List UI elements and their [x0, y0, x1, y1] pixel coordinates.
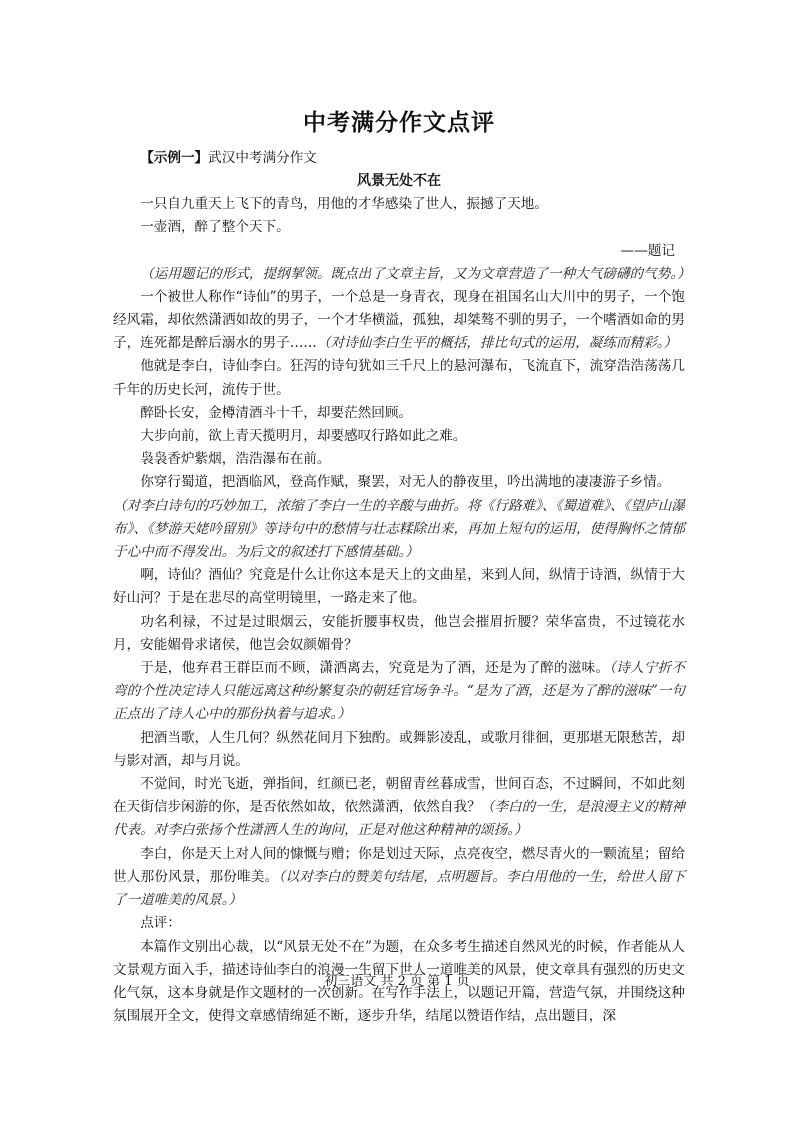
- paragraph: [113, 657, 685, 727]
- paragraph: [113, 773, 685, 843]
- comment: （运用题记的形式，提纲挈领。既点出了文章主旨，又为文章营造了一种大气磅礴的气势。）: [140, 265, 691, 282]
- paragraph: 大步向前，欲上青天揽明月，却要感叹行路如此之难。: [140, 428, 467, 445]
- review-text: 本篇作文别出心裁，以“风景无处不在”为题，在众多考生描述自然风光的时候，作者能从人文景观方面入手，描述诗仙李白的浪漫一生留下世人一道唯美的风景，使文章具有强烈的历史文化气氛，这本身就是作文题材的一次创新。在写作手法上，以题记开篇，营造气氛，并围绕这种氛围展开全文，使得文章感情绵延不断，逐步升华，结尾以赞语作结，点出题目，深: [113, 938, 685, 1025]
- paragraph: 你穿行蜀道，把酒临风，登高作赋，聚罢，对无人的静夜里，吟出满地的凄凄游子乡情。: [140, 474, 671, 491]
- document-title: 中考满分作文点评: [303, 109, 495, 136]
- paragraph: 把酒当歌，人生几何？纵然花间月下独酌。或舞影凌乱，或歌月徘徊，更那堪无限愁苦，却与影对酒，却与月说。: [113, 729, 685, 769]
- paragraph: 袅袅香炉紫烟，浩浩瀑布在前。: [140, 451, 331, 468]
- paragraph: 一只自九重天上飞下的青鸟，用他的才华感染了世人，振撼了天地。: [140, 196, 548, 213]
- paragraph-text: 李白，你是天上对人间的慷慨与赠；你是划过天际，点亮夜空，燃尽青火的一颗流星；留给世人那份风景，那份唯美。: [113, 845, 685, 885]
- comment: （对李白诗句的巧妙加工，浓缩了李白一生的辛酸与曲折。将《行路难》、《蜀道难》、《望庐山瀑布》、《梦游天姥吟留别》等诗句中的愁情与壮志糅除出来，再加上短句的运用，使得胸怀之情郁于心中而不得发出。为后文的叙述打下感情基础。）: [113, 497, 685, 561]
- example-text: 武汉中考满分作文: [208, 150, 317, 166]
- paragraph: 他就是李白，诗仙李白。狂泻的诗句犹如三千尺上的悬河瀑布，飞流直下，流穿浩浩荡荡几千年的历史长河，流传于世。: [113, 358, 685, 398]
- paragraph: 功名利禄，不过是过眼烟云，安能折腰事权贵，他岂会摧眉折腰？荣华富贵，不过镜花水月，安能媚骨求诸侯，他岂会奴颜媚骨？: [113, 613, 685, 653]
- example-heading: [113, 147, 685, 170]
- example-label: 【示例一】: [140, 150, 209, 166]
- comment: （诗人宁折不弯的个性决定诗人只能远离这种纷繁复杂的朝廷官场争斗。“是为了酒，还是为了醉的滋味”一句正点出了诗人心中的那份执着与追求。）: [113, 660, 686, 723]
- paragraph-text: 于是，他弃君王群臣而不顾，潇洒离去，究竟是为了酒，还是为了醉的滋味。: [140, 660, 610, 677]
- paragraph-text: 一个被世人称作“诗仙”的男子，一个总是一身青衣，现身在祖国名山大川中的男子，一个饱经风霜，却依然潇洒如故的男子，一个才华横溢，孤独，却桀骜不驯的男子，一个嗜酒如命的男子，连死都是醉后溺水的男子……: [113, 288, 685, 352]
- paragraph: [113, 843, 685, 913]
- paragraph: [113, 286, 685, 356]
- paragraph: 醉卧长安，金樽清酒斗十千，却要茫然回顾。: [140, 404, 413, 421]
- epigraph-label: ——题记: [620, 242, 675, 259]
- paragraph: 一壶酒，醉了整个天下。: [140, 219, 290, 236]
- comment: （李白的一生，是浪漫主义的精神代表。对李白张扬个性潇洒人生的询问，正是对他这种精神的颂扬。）: [113, 799, 686, 839]
- comment: （对诗仙李白生平的概括，排比句式的运用，凝练而精彩。）: [316, 335, 678, 352]
- document-page: [113, 100, 691, 1028]
- paragraph: 啊，诗仙？酒仙？究竟是什么让你这本是天上的文曲星，来到人间，纵情于诗酒，纵情于大好山河？于是在悲尽的高堂明镜里，一路走来了他。: [113, 567, 685, 607]
- paragraph-text: 不觉间，时光飞逝，弹指间，红颜已老，朝留青丝暮成雪，世间百态，不过瞬间，不如此刻在天街信步闲游的你，是否依然如故，依然潇洒，依然自我？: [113, 776, 685, 816]
- essay-title: 风景无处不在: [357, 173, 441, 190]
- comment: （以对李白的赞美句结尾，点明题旨。李白用他的一生，给世人留下了一道唯美的风景。）: [113, 868, 686, 909]
- page-footer: 初三语文 共 2 页 第 1 页: [324, 974, 470, 989]
- review-label: 点评：: [140, 915, 181, 932]
